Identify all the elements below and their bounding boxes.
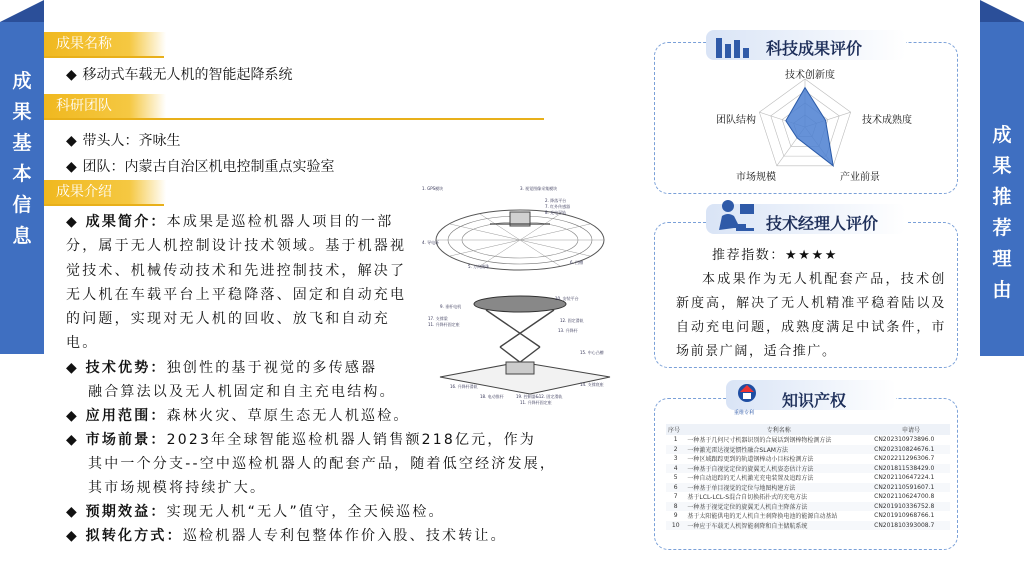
intro-benefit: ◆ 预期效益：实现无人机“无人”值守，全天候巡检。 [66,504,445,520]
diagram-label: 4. 导电环 [422,240,440,245]
diagram-label: 16. 升降杆滑轨 [450,384,478,389]
intro-advantage-cont: 融合算法以及无人机固定和自主充电结构。 [88,384,396,400]
table-cell: CN202310973896.0 [874,436,935,444]
intro-transfer: ◆ 拟转化方式：巡检机器人专利包整体作价入股、技术转让。 [66,528,507,544]
ip-title: 知识产权 [782,391,847,410]
table-cell: 一种区域跟踪更到的轨道钢棒动小目标检测方法 [687,456,814,464]
table-header: 申请号 [872,424,950,435]
table-row [666,483,950,493]
right-vertical-title: 成 果 推 荐 理 由 [992,124,1012,301]
table-row [666,445,950,455]
left-band-fold [0,0,44,22]
table-cell: CN202110624700.8 [874,493,935,501]
divider [44,118,544,120]
intro-summary: ◆ 成果简介：本成果是巡检机器人项目的一部分，属于无人机控制设计技术领域。基于机器视觉技术、机械传动技术和先进控制技术，解决了无人机在车载平台上平稳降落、固定和自动充电的问题，实现对无人机的回收、放飞和自动充电。 [66,214,407,352]
landing-system-diagram [420,182,620,422]
table-cell: 一种基于自视觉定位的旋翼无人机姿态估计方法 [685,464,872,474]
table-cell: 9 [673,512,678,520]
diagram-label: 17. 支撑梁 [428,316,448,321]
radar-value-area [786,88,833,166]
manager-person-icon [716,198,756,234]
table-cell: 一种自动追踪的无人机激光充电装置及追踪方法 [687,475,814,483]
table-cell: CN201910336752.8 [872,502,950,512]
diagram-label: 14. 支撑底座 [580,382,604,387]
table-cell: 5 [673,474,678,482]
table-cell: CN201810393008.7 [872,521,950,531]
section-tag-team: 科研团队 [44,94,166,118]
table-cell: 4 [666,464,685,474]
table-cell: CN202110591607.1 [872,483,950,493]
intro-market: ◆ 市场前景：2023年全球智能巡检机器人销售额218亿元，作为 [66,432,536,448]
table-cell: 7 [673,493,678,501]
diagram-label: 3. 视觉图像采集模块 [520,186,558,191]
table-row [666,502,950,512]
table-cell: 3 [673,455,678,463]
table-row [666,454,950,464]
table-cell: 一种激光雷达视觉惯性融合SLAM方法 [685,445,872,455]
patent-logo-text: 重维专利 [734,410,755,416]
section-tag-name: 成果名称 [44,32,166,56]
table-cell: CN202110647224.1 [874,474,935,482]
diagram-label: 5. 万向滚珠 [468,264,490,269]
manager-title: 技术经理人评价 [766,214,879,233]
table-header: 专利名称 [685,424,872,435]
radar-axis-label: 市场规模 [736,172,776,183]
table-cell: 2 [666,445,685,455]
rating-stars: ★★★★ [785,248,839,263]
table-cell: 一种基于单目视觉的定位与地图构建方法 [685,483,872,493]
left-vertical-title: 成 果 基 本 信 息 [12,70,32,247]
intro-advantage: ◆ 技术优势：独创性的基于视觉的多传感器 [66,360,378,376]
diagram-label: 7. 红外传感器 [545,204,571,209]
table-header: 序号 [666,424,685,435]
radar-axis-label: 团队结构 [716,115,756,126]
project-name: ◆ 移动式车载无人机的智能起降系统 [66,67,293,83]
table-cell: 基于LCL-LCL-S混合自切换拓扑式的充电方法 [687,494,808,502]
table-cell: 一种基于视觉定位的旋翼无人机自主降落方法 [685,502,872,512]
diagram-label: 2. 降落平台 [545,198,567,203]
divider [44,204,164,206]
diagram-label: 6. 凹槽 [570,260,584,265]
recommend-index: 推荐指数：★★★★ [712,248,839,263]
patent-table [666,424,950,530]
table-cell: CN202211296306.7 [874,455,935,463]
table-cell: CN202310824676.1 [872,445,950,455]
table-cell: 6 [666,483,685,493]
diagram-label: 18. 电动推杆 [480,394,504,399]
diagram-label: 15. 中心凸槽 [580,350,604,355]
diagram-label: 13. 升降杆 [558,328,578,333]
table-cell: 1 [673,436,678,444]
table-row [666,492,950,502]
right-band-fold [980,0,1024,22]
table-cell: 8 [666,502,685,512]
radar-chart [740,72,870,182]
manager-comment: 本成果作为无人机配套产品，技术创新度高，解决了无人机精准平稳着陆以及自动充电问题，成熟度满足中试条件，市场前景广阔，适合推广。 [676,272,946,359]
table-cell: 基于太阳能供电的无人机自主刹降换电池的能源自动基站 [687,513,838,521]
divider [44,56,164,58]
radar-axis-label: 技术创新度 [785,70,835,81]
diagram-label: 11. 升降杆固定座 [428,322,460,327]
table-cell: 10 [666,521,685,531]
diagram-label: 19. 控制器&12. 固定滑轨 [516,394,563,399]
diagram-label: 9. 垂杆电机 [440,304,462,309]
radar-axis-label: 技术成熟度 [862,115,912,126]
diagram-label: 8. 充电导轨 [545,210,567,215]
team-group: ◆ 团队：内蒙古自治区机电控制重点实验室 [66,159,335,175]
table-row [666,473,950,483]
table-row [666,511,950,521]
intro-market-cont2: 其市场规模将持续扩大。 [88,480,267,496]
evaluation-title: 科技成果评价 [766,39,863,58]
table-cell: 一种应于车载无人机智能刹降和自主储航系统 [685,521,872,531]
bar-chart-icon [714,34,752,58]
diagram-label: 12. 固定滑轨 [560,318,584,323]
intro-scope: ◆ 应用范围：森林火灾、草原生态无人机巡检。 [66,408,410,424]
table-row [666,521,950,531]
table-row [666,464,950,474]
diagram-label: 10. 安装平台 [555,296,579,301]
table-cell: CN201811538429.0 [872,464,950,474]
table-row [666,435,950,445]
table-cell: CN201910968766.1 [874,512,935,520]
table-cell: 一种基于几何尺寸机器识别的合展话到钢棒物检测方法 [687,437,832,445]
diagram-label: 1. GPS模块 [422,186,444,191]
intro-market-cont: 其中一个分支--空中巡检机器人的配套产品，随着低空经济发展， [88,456,557,472]
section-tag-intro: 成果介绍 [44,180,166,204]
radar-axis-label: 产业前景 [840,172,880,183]
team-leader: ◆ 带头人：齐咏生 [66,133,181,149]
diagram-label: 11. 升降杆固定座 [520,400,552,405]
patent-logo-icon [734,382,760,410]
